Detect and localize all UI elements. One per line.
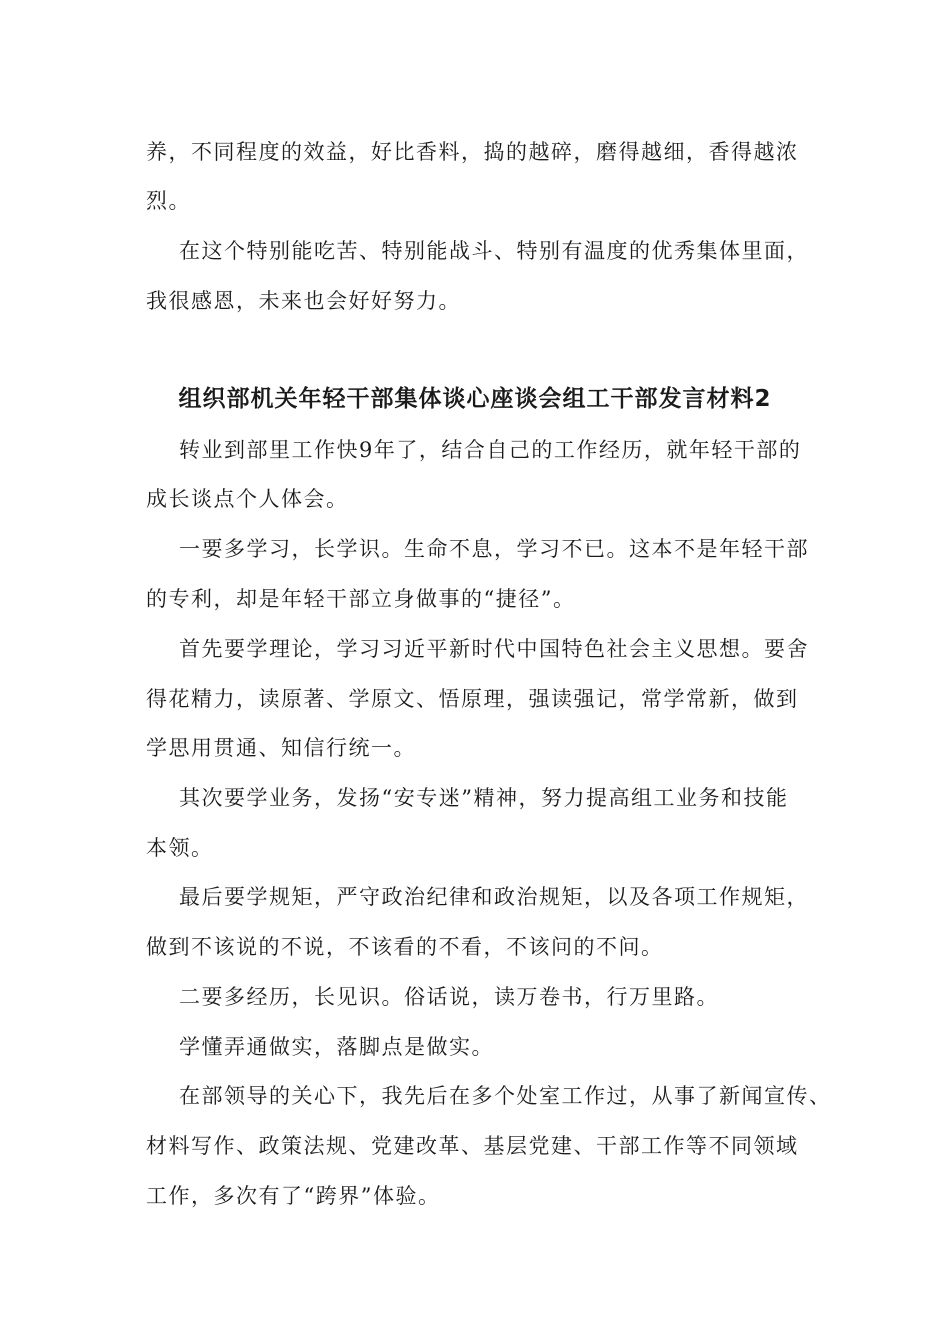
section-title: 组织部机关年轻干部集体谈心座谈会组工干部发言材料2 [178,386,772,412]
paragraph-line: 一要多学习，长学识。生命不息，学习不已。这本不是年轻干部 [179,537,809,561]
paragraph-line: 得花精力，读原著、学原文、悟原理，强读强记，常学常新，做到 [146,687,799,711]
paragraph-line: 转业到部里工作快9年了，结合自己的工作经历，就年轻干部的 [179,438,802,462]
paragraph-line: 学思用贯通、知信行统一。 [146,736,416,760]
paragraph-line: 本领。 [146,836,214,860]
paragraph-line: 二要多经历，长见识。俗话说，读万卷书，行万里路。 [179,985,719,1009]
paragraph-line: 烈。 [146,189,191,213]
paragraph-line: 在部领导的关心下，我先后在多个处室工作过，从事了新闻宣传、 [179,1084,832,1108]
paragraph-line: 其次要学业务，发扬“安专迷”精神，努力提高组工业务和技能 [179,786,789,810]
paragraph-line: 做到不该说的不说，不该看的不看，不该问的不问。 [146,935,664,959]
paragraph-line: 首先要学理论，学习习近平新时代中国特色社会主义思想。要舍 [179,637,809,661]
paragraph-line: 最后要学规矩，严守政治纪律和政治规矩，以及各项工作规矩， [179,885,809,909]
paragraph-line: 在这个特别能吃苦、特别能战斗、特别有温度的优秀集体里面， [179,239,809,263]
paragraph-line: 成长谈点个人体会。 [146,487,349,511]
paragraph-line: 我很感恩，未来也会好好努力。 [146,289,461,313]
paragraph-line: 材料写作、政策法规、党建改革、基层党建、干部工作等不同领域 [146,1134,799,1158]
paragraph-line: 养，不同程度的效益，好比香料，捣的越碎，磨得越细，香得越浓 [146,140,799,164]
paragraph-line: 工作，多次有了“跨界”体验。 [146,1184,441,1208]
paragraph-line: 的专利，却是年轻干部立身做事的“捷径”。 [146,587,576,611]
paragraph-line: 学懂弄通做实，落脚点是做实。 [179,1035,494,1059]
